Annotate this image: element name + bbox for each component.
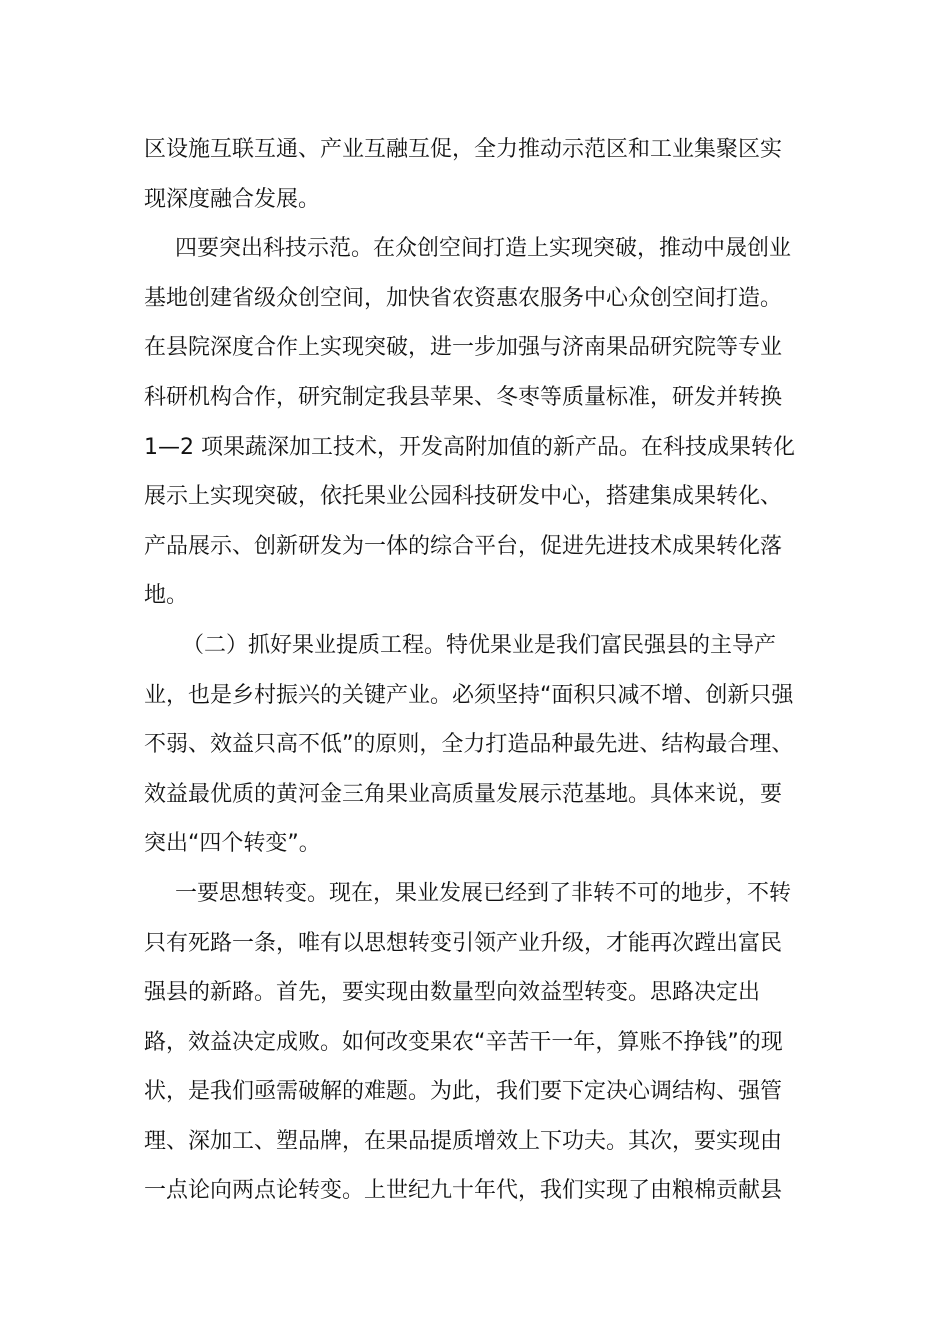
text-line: 1—2 项果蔬深加工技术，开发高附加值的新产品。在科技成果转化 [144,434,795,460]
text-line: 理、深加工、塑品牌，在果品提质增效上下功夫。其次，要实现由 [144,1128,783,1154]
text-line: 效益最优质的黄河金三角果业高质量发展示范基地。具体来说，要 [144,781,783,807]
text-line: 在县院深度合作上实现突破，进一步加强与济南果品研究院等专业 [144,335,783,361]
text-line: 不弱、效益只高不低”的原则，全力打造品种最先进、结构最合理、 [144,732,794,758]
text-line: 现深度融合发展。 [144,186,321,212]
text-line: 只有死路一条，唯有以思想转变引领产业升级，才能再次蹚出富民 [144,930,783,956]
text-line: 路，效益决定成败。如何改变果农“辛苦干一年，算账不挣钱”的现 [144,1029,783,1055]
text-line: 基地创建省级众创空间，加快省农资惠农服务中心众创空间打造。 [144,285,783,311]
text-line: 地。 [144,583,189,609]
text-line: 科研机构合作，研究制定我县苹果、冬枣等质量标准，研发并转换 [144,384,783,410]
text-line: 展示上实现突破，依托果业公园科技研发中心，搭建集成果转化、 [144,484,783,510]
text-line: 状，是我们亟需破解的难题。为此，我们要下定决心调结构、强管 [144,1079,783,1105]
text-line: 区设施互联互通、产业互融互促，全力推动示范区和工业集聚区实 [144,137,783,162]
paragraph-start-line: 四要突出科技示范。在众创空间打造上实现突破，推动中晟创业 [175,236,792,262]
text-line: 强县的新路。首先，要实现由数量型向效益型转变。思路决定出 [144,980,761,1006]
section-heading-line: （二）抓好果业提质工程。特优果业是我们富民强县的主导产 [182,632,777,658]
text-line: 突出“四个转变”。 [144,831,321,857]
text-line: 一点论向两点论转变。上世纪九十年代，我们实现了由粮棉贡献县 [144,1178,783,1204]
text-line: 产品展示、创新研发为一体的综合平台，促进先进技术成果转化落 [144,533,783,559]
body-text [144,125,812,1216]
text-line: 业，也是乡村振兴的关键产业。必须坚持“面积只减不增、创新只强 [144,682,794,708]
paragraph-start-line: 一要思想转变。现在，果业发展已经到了非转不可的地步，不转 [175,880,792,906]
